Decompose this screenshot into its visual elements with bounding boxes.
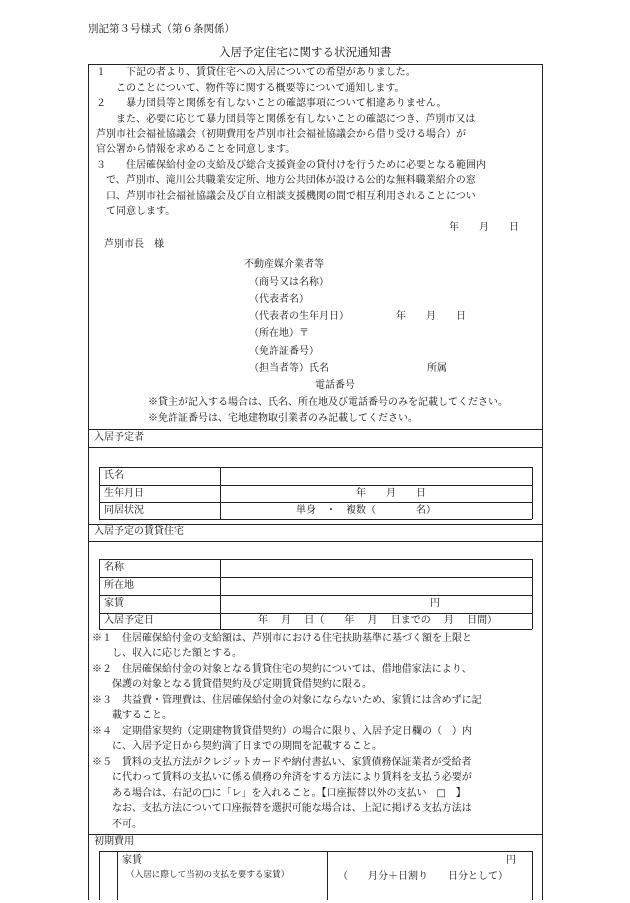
divider <box>88 447 542 448</box>
table-line <box>99 559 100 629</box>
table-line <box>99 613 532 614</box>
note-line: し、収入に応じた額とする。 <box>92 648 242 659</box>
note-line: 不可。 <box>92 819 142 830</box>
initial-rent-breakdown: （ 月分＋日割り 日分として） <box>338 871 508 882</box>
note-line: 保護の対象となる賃貸借契約及び定期賃貸借契約に限る。 <box>92 679 372 690</box>
intro-line: また、必要に応じて暴力団員等と関係を有しないことの確認につき、芦別市又は <box>96 114 476 125</box>
agent-phone: 電話番号 <box>315 380 355 391</box>
note-line: 載すること。 <box>92 710 172 721</box>
table-line <box>220 467 221 519</box>
document-title: 入居予定住宅に関する状況通知書 <box>219 45 392 59</box>
agent-heading: 不動産媒介業者等 <box>244 259 324 270</box>
housing-date-label: 入居予定日 <box>104 615 154 626</box>
divider <box>88 429 542 430</box>
table-line <box>532 467 533 519</box>
table-line <box>99 502 532 503</box>
agent-birth-date: 年 月 日 <box>396 311 466 322</box>
initial-section-title: 初期費用 <box>94 836 134 847</box>
note-line: ※２ 住居確保給付金の対象となる賃貸住宅の契約については、借地借家法により、 <box>92 664 472 675</box>
housing-rent-unit: 円 <box>430 598 440 609</box>
form-number: 別記第３号様式（第６条関係） <box>88 23 235 35</box>
tenant-household-label: 同居状況 <box>104 505 144 516</box>
table-line <box>220 559 221 629</box>
table-line <box>99 519 532 520</box>
note-line: に代わって賃料の支払いに係る債務の弁済をする方法により賃料を支払う必要が <box>92 772 472 783</box>
agent-department: 所属 <box>427 363 447 374</box>
table-line <box>99 577 532 578</box>
table-line <box>532 851 533 900</box>
agent-note-1: ※貸主が記入する場合は、氏名、所在地及び電話番号のみを記載してください。 <box>148 397 508 408</box>
initial-rent-label: 家賃 <box>122 855 142 866</box>
intro-line: て同意します。 <box>96 206 176 217</box>
note-line: に、入居予定日から契約満了日までの期間を記載すること。 <box>92 741 382 752</box>
intro-line: 口、芦別市社会福祉協議会及び自立相談支援機関の間で相互利用されることについ <box>96 191 476 202</box>
housing-address-label: 所在地 <box>104 580 134 591</box>
tenant-section-title: 入居予定者 <box>94 432 144 443</box>
housing-section-title: 入居予定の賃貸住宅 <box>94 526 184 537</box>
divider <box>88 834 542 835</box>
note-line: ※５ 賃料の支払方法がクレジットカードや納付書払い、家賃債務保証業者が受給者 <box>92 757 472 768</box>
table-line <box>99 851 100 900</box>
frame-right <box>542 64 543 900</box>
tenant-household-value: 単身 ・ 複数（ 名） <box>296 505 436 516</box>
table-line <box>99 485 532 486</box>
table-line <box>532 559 533 629</box>
table-line <box>99 559 532 560</box>
table-line <box>99 467 532 468</box>
intro-line: １ 下記の者より、賃貸住宅への入居についての希望がありました。 <box>96 67 416 78</box>
intro-line: ２ 暴力団員等と関係を有しないことの確認事項について相違ありません。 <box>96 98 447 109</box>
frame-top <box>88 64 542 65</box>
table-line <box>99 467 100 519</box>
intro-line: ３ 住居確保給付金の支給及び総合支援資金の貸付けを行うために必要となる範囲内 <box>96 160 486 171</box>
table-line <box>99 629 532 630</box>
agent-address: （所在地）〒 <box>249 328 309 339</box>
housing-name-label: 名称 <box>104 562 124 573</box>
divider <box>88 541 542 542</box>
tenant-birth-value: 年 月 日 <box>356 488 426 499</box>
note-line: ※１ 住居確保給付金の支給額は、芦別市における住宅扶助基準に基づく額を上限と <box>92 633 472 644</box>
tenant-birth-label: 生年月日 <box>104 488 144 499</box>
intro-line: で、芦別市、滝川公共職業安定所、地方公共団体が設ける公的な無料職業紹介の窓 <box>96 175 476 186</box>
intro-line: このことについて、物件等に関する概要等について通知します。 <box>96 83 405 94</box>
initial-rent-unit: 円 <box>506 855 516 866</box>
agent-trade-name: （商号又は名称） <box>249 277 329 288</box>
note-line: ※３ 共益費・管理費は、住居確保給付金の対象にならないため、家賃には含めずに記 <box>92 695 482 706</box>
agent-note-2: ※免許証番号は、宅地建物取引業者のみ記載してください。 <box>148 413 418 424</box>
divider <box>88 524 542 525</box>
note-line: なお、支払方法について口座振替を選択可能な場合は、上記に掲げる支払方法は <box>92 803 472 814</box>
initial-rent-sub: （入居に際して当初の支払を要する家賃） <box>126 870 290 880</box>
table-line <box>327 851 328 900</box>
table-line <box>117 851 118 900</box>
table-line <box>99 851 532 852</box>
table-line <box>99 595 532 596</box>
intro-line: 官公署から情報を求めることを同意します。 <box>96 144 296 155</box>
agent-person: （担当者等）氏名 <box>249 363 329 374</box>
intro-line: 芦別市社会福祉協議会（初期費用を芦別市社会福祉協議会から借り受ける場合）が <box>96 129 466 140</box>
note-line: ある場合は、右記の□に「レ」を入れること。【口座振替以外の支払い □ 】 <box>92 788 466 799</box>
frame-left <box>88 64 89 900</box>
tenant-name-label: 氏名 <box>104 470 124 481</box>
agent-license: （免許証番号） <box>249 346 319 357</box>
housing-rent-label: 家賃 <box>104 598 124 609</box>
addressee: 芦別市長 様 <box>104 239 164 250</box>
notice-date: 年 月 日 <box>449 222 519 233</box>
agent-birth-label: （代表者の生年月日） <box>249 311 349 322</box>
housing-date-value: 年 月 日（ 年 月 日までの 月 日間） <box>258 615 498 626</box>
agent-representative: （代表者名） <box>249 294 309 305</box>
note-line: ※４ 定期借家契約（定期建物賃貸借契約）の場合に限り、入居予定日欄の（ ）内 <box>92 726 472 737</box>
